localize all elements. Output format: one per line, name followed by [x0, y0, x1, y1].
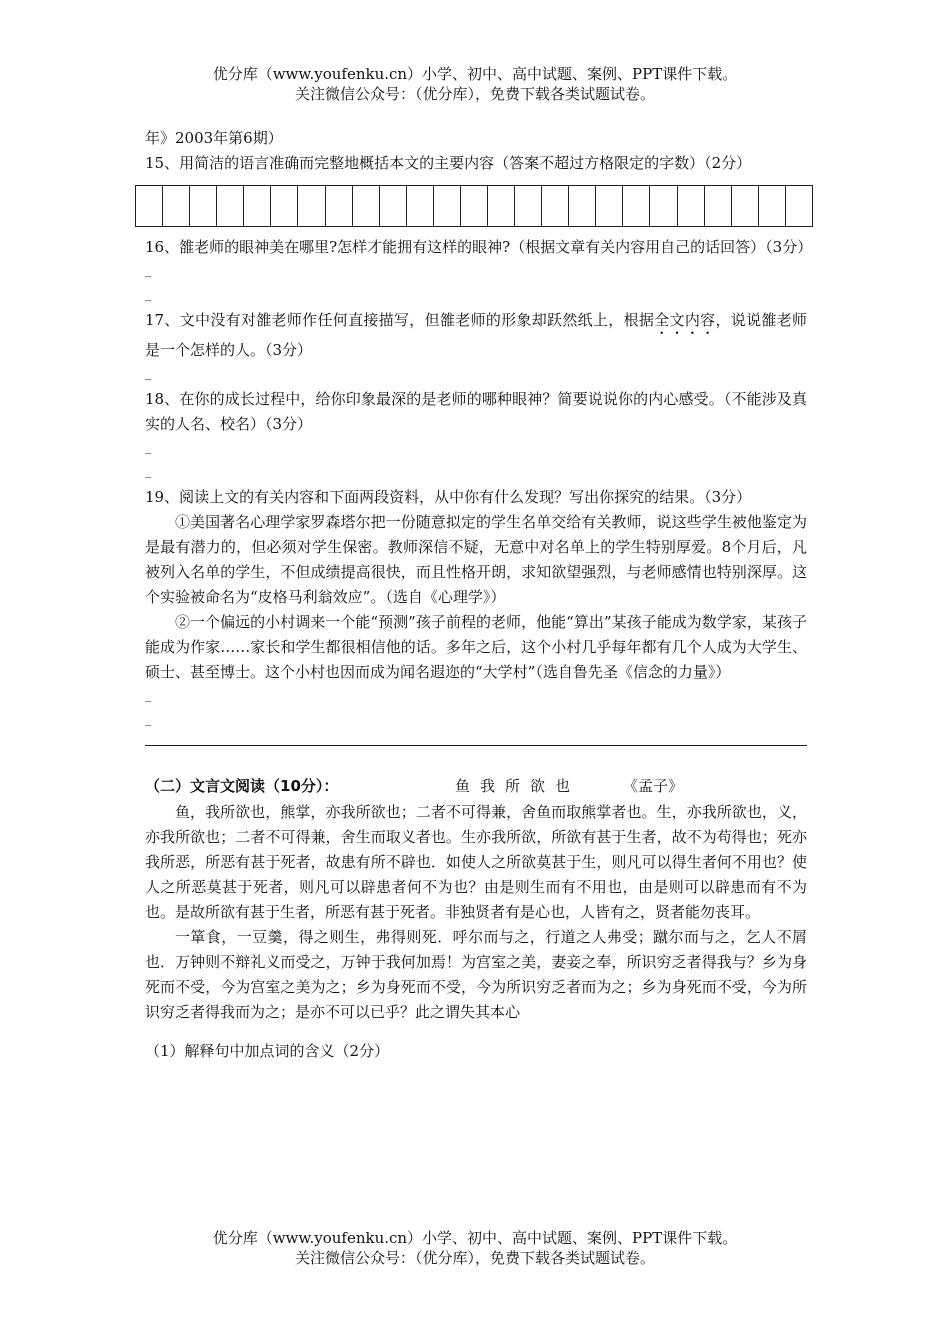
answer-grid-cell[interactable]	[678, 186, 705, 226]
answer-grid-cell[interactable]	[732, 186, 759, 226]
answer-grid-cell[interactable]	[380, 186, 407, 226]
header-line-1: 优分库（www.youfenku.cn）小学、初中、高中试题、案例、PPT课件下载。	[212, 65, 738, 83]
answer-grid-cell[interactable]	[461, 186, 488, 226]
question-18: 18、在你的成长过程中，给你印象最深的是老师的哪种眼神？简要说说你的内心感受。（不能涉及真实的人名、校名）（3分）	[145, 390, 807, 433]
q19-material-2: ②一个偏远的小村调来一个能“预测”孩子前程的老师，他能“算出”某孩子能成为数学家，某孩子能成为作家……家长和学生都很相信他的话。多年之后，这个小村几乎每年都有几个人成为大学生、硕士、甚至博士。这个小村也因而成为闻名遐迩的“大学村”（选自鲁先圣《信念的力量》）	[145, 613, 807, 681]
answer-grid-cell[interactable]	[488, 186, 515, 226]
q17-text-before: 17、文中没有对雒老师作任何直接描写，但雒老师的形象却跃然纸上，根据	[145, 311, 655, 329]
source-tail: 年》2003年第6期）	[145, 129, 283, 147]
answer-grid-cell[interactable]	[569, 186, 596, 226]
answer-grid-cell[interactable]	[353, 186, 380, 226]
answer-blank[interactable]: _	[145, 464, 152, 479]
page-header	[0, 64, 950, 104]
header-line-2: 关注微信公众号：（优分库），免费下载各类试题试卷。	[294, 85, 655, 103]
footer-line-1: 优分库（www.youfenku.cn）小学、初中、高中试题、案例、PPT课件下载。	[212, 1229, 738, 1247]
answer-grid-cell[interactable]	[786, 186, 812, 226]
page-footer	[0, 1228, 950, 1268]
answer-blank[interactable]: _	[145, 440, 152, 455]
q19-material-1	[145, 510, 807, 610]
question-15: 15、用简洁的语言准确而完整地概括本文的主要内容（答案不超过方格限定的字数）（2分）	[145, 154, 752, 172]
answer-grid-cell[interactable]	[650, 186, 677, 226]
answer-grid-cell[interactable]	[542, 186, 569, 226]
section-2-heading	[145, 774, 807, 800]
answer-blank[interactable]: _	[145, 712, 152, 727]
answer-grid-cell[interactable]	[326, 186, 353, 226]
answer-grid-cell[interactable]	[407, 186, 434, 226]
section-2-title: （二）文言文阅读（10分）：	[145, 777, 339, 795]
q17-text-after: ，说说雒老师是一个怎样的人。（3分）	[145, 311, 807, 359]
answer-blank[interactable]: _	[145, 688, 152, 703]
footer-line-2: 关注微信公众号：（优分库），免费下载各类试题试卷。	[294, 1249, 655, 1267]
essay-source: 《孟子》	[623, 777, 684, 795]
section-divider	[145, 745, 807, 746]
question-17	[145, 308, 807, 363]
answer-grid-cell[interactable]	[705, 186, 732, 226]
question-19: 19、阅读上文的有关内容和下面两段资料，从中你有什么发现？写出你探究的结果。（3分）	[145, 488, 752, 506]
answer-grid-cell[interactable]	[759, 186, 786, 226]
answer-grid-cell[interactable]	[136, 186, 163, 226]
answer-grid-cell[interactable]	[244, 186, 271, 226]
classical-paragraph-2: 一箪食，一豆羹，得之则生，弗得则死．呼尔而与之，行道之人弗受；蹴尔而与之，乞人不屑也．万钟则不辩礼义而受之，万钟于我何加焉！为宫室之美，妻妾之奉，所识穷乏者得我与？乡为身死而不受，今为宫室之美为之；乡为身死而不受，今为所识穷乏者而为之；乡为身死而不受，今为所识穷乏者得我而为之；是亦不可以已乎？此之谓失其本心	[145, 928, 807, 1021]
answer-grid-cell[interactable]	[623, 186, 650, 226]
answer-grid-cell[interactable]	[190, 186, 217, 226]
essay-title: 鱼我所欲也	[455, 777, 581, 795]
q17-emphasized-text: 全文内容	[654, 311, 716, 329]
answer-grid-cell[interactable]	[163, 186, 190, 226]
answer-grid-cell[interactable]	[596, 186, 623, 226]
answer-grid-cell[interactable]	[298, 186, 325, 226]
answer-grid-cell[interactable]	[515, 186, 542, 226]
answer-grid-cell[interactable]	[434, 186, 461, 226]
answer-grid-cell[interactable]	[217, 186, 244, 226]
sub-question-1: （1）解释句中加点词的含义（2分）	[145, 1042, 390, 1060]
page-content	[145, 126, 813, 1064]
question-16: 16、雒老师的眼神美在哪里?怎样才能拥有这样的眼神?（根据文章有关内容用自己的话回答）（3分）	[145, 238, 813, 256]
material-1-text: ①美国著名心理学家罗森塔尔把一份随意拟定的学生名单交给有关教师，说这些学生被他鉴定为是最有潜力的，但必须对学生保密。教师深信不疑，无意中对名单上的学生特别厚爱。8个月后，凡被列入名单的学生，不但成绩提高很快，而且性格开朗，求知欲望强烈，与老师感情也特别深厚。这个实验被命名为“皮格马利翁效应”。	[145, 513, 807, 606]
answer-blank[interactable]: _	[145, 287, 152, 302]
material-1-source: （选自《心理学》）	[385, 588, 506, 606]
answer-blank[interactable]: _	[145, 263, 152, 278]
answer-blank[interactable]: _	[145, 366, 152, 381]
answer-grid-cell[interactable]	[271, 186, 298, 226]
answer-grid[interactable]	[135, 185, 813, 227]
classical-paragraph-1: 鱼，我所欲也，熊掌，亦我所欲也；二者不可得兼，舍鱼而取熊掌者也。生，亦我所欲也，义，亦我所欲也；二者不可得兼，舍生而取义者也。生亦我所欲，所欲有甚于生者，故不为苟得也；死亦我所恶，所恶有甚于死者，故患有所不辟也．如使人之所欲莫甚于生，则凡可以得生者何不用也？使人之所恶莫甚于死者，则凡可以辟患者何不为也？由是则生而有不用也，由是则可以辟患而有不为也。是故所欲有甚于生者，所恶有甚于死者。非独贤者有是心也，人皆有之，贤者能勿丧耳。	[145, 803, 807, 921]
